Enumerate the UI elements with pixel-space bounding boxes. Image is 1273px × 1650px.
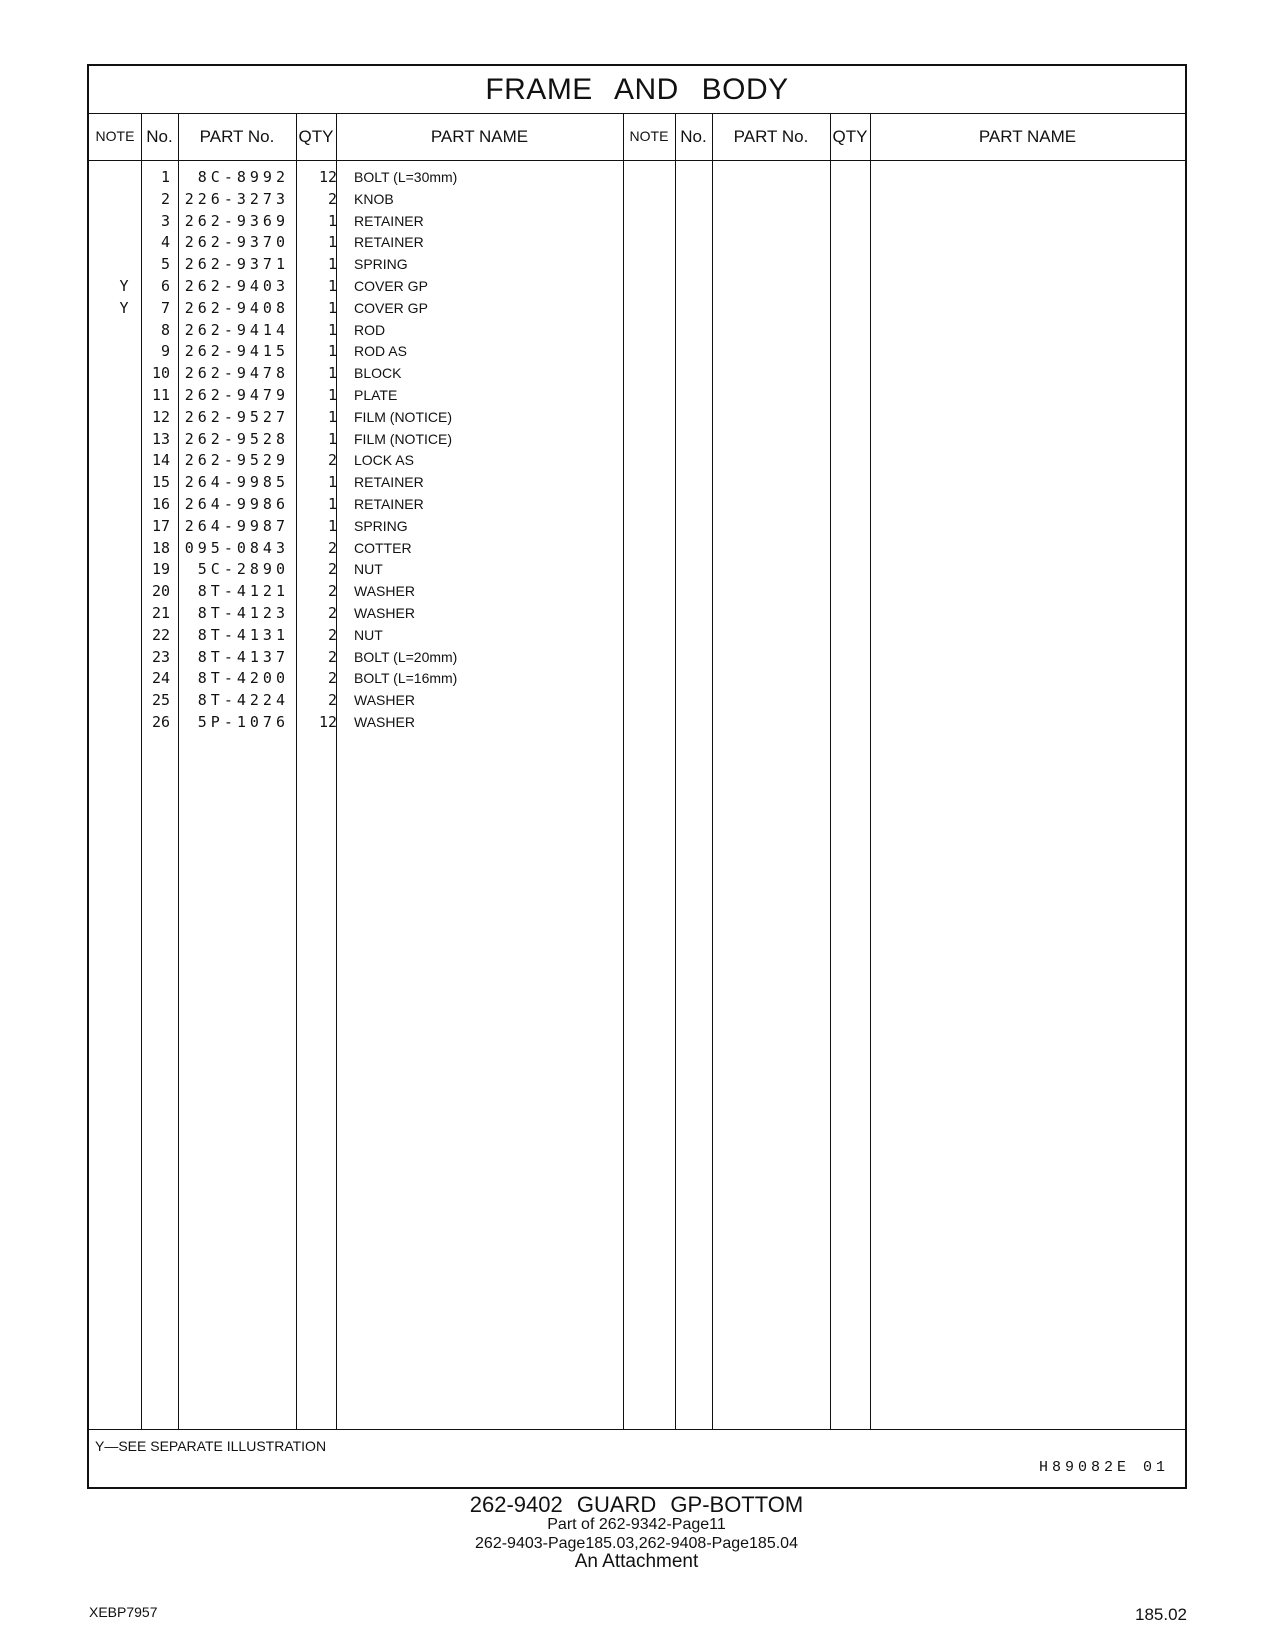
row-quantity: 2 [327, 451, 337, 470]
row-number: 10 [151, 364, 170, 383]
row-part-number: 262-9529 [184, 451, 289, 470]
table-row [89, 537, 649, 560]
row-part-name: COVER GP [354, 278, 428, 294]
row-quantity: 2 [327, 625, 337, 644]
table-row [89, 711, 649, 734]
table-row [89, 362, 649, 385]
row-quantity: 1 [327, 495, 337, 513]
header-qty-right: QTY [832, 127, 868, 146]
row-number: 18 [151, 538, 170, 557]
row-number: 1 [160, 168, 170, 186]
row-part-name: SPRING [354, 256, 408, 273]
row-part-number: 095-0843 [184, 538, 289, 557]
parts-table-frame [87, 64, 1187, 1489]
row-part-number: 262-9527 [184, 407, 289, 426]
row-part-number: 264-9986 [184, 495, 289, 513]
table-row [89, 406, 649, 429]
table-row [89, 558, 649, 581]
header-note-left: NOTE [95, 128, 135, 144]
row-part-number: 262-9408 [184, 298, 289, 317]
table-header-row [89, 113, 1185, 161]
row-part-number: 262-9369 [184, 211, 289, 230]
row-number: 4 [160, 233, 170, 252]
row-part-number: 262-9479 [184, 386, 289, 404]
row-part-name: SPRING [354, 517, 408, 534]
table-row [89, 515, 649, 538]
row-part-name: WASHER [354, 605, 415, 621]
header-part-no-right: PART No. [733, 127, 809, 146]
row-part-name: KNOB [354, 190, 394, 207]
row-part-name: LOCK AS [354, 452, 414, 469]
row-part-number: 8T-4131 [197, 625, 289, 644]
row-number: 26 [151, 713, 170, 731]
table-row [89, 580, 649, 603]
row-number: 16 [151, 495, 170, 513]
row-part-name: BOLT (L=30mm) [354, 169, 458, 185]
table-row [89, 340, 649, 363]
table-row [89, 624, 649, 647]
row-quantity: 1 [327, 233, 337, 252]
row-part-number: 262-9403 [184, 277, 289, 295]
row-quantity: 1 [327, 255, 337, 274]
header-part-name-left: PART NAME [430, 127, 529, 146]
table-row [89, 319, 649, 342]
row-quantity: 2 [327, 582, 337, 601]
row-quantity: 2 [327, 189, 337, 208]
header-no-left: No. [146, 127, 173, 146]
row-quantity: 2 [327, 691, 337, 710]
row-part-number: 8T-4200 [197, 669, 289, 688]
table-row [89, 231, 649, 254]
row-quantity: 1 [327, 473, 337, 492]
row-part-number: 262-9414 [184, 320, 289, 339]
row-quantity: 1 [327, 429, 337, 448]
row-part-name: BOLT (L=16mm) [354, 670, 458, 687]
row-number: 13 [151, 429, 170, 448]
row-number: 3 [160, 211, 170, 230]
table-row [89, 646, 649, 669]
row-quantity: 1 [327, 516, 337, 535]
row-quantity: 2 [327, 560, 337, 579]
row-quantity: 12 [318, 168, 337, 186]
reference-code: H89082E 01 [1038, 1459, 1169, 1476]
row-part-number: 8T-4121 [197, 582, 289, 601]
row-part-name: NUT [354, 561, 383, 578]
table-row [89, 428, 649, 451]
row-part-name: ROD AS [354, 343, 407, 360]
column-divider [675, 113, 676, 1430]
row-note: Y [119, 298, 129, 317]
row-number: 11 [151, 386, 170, 404]
document-id: XEBP7957 [89, 1604, 158, 1620]
row-number: 20 [151, 582, 170, 601]
header-no-right: No. [680, 127, 707, 146]
row-number: 12 [151, 407, 170, 426]
row-number: 23 [151, 647, 170, 666]
row-quantity: 1 [327, 277, 337, 295]
caption-part-of: Part of 262-9342-Page11 [547, 1516, 726, 1533]
row-number: 14 [151, 451, 170, 470]
row-part-number: 8T-4137 [197, 647, 289, 666]
header-qty-left: QTY [298, 127, 334, 146]
row-part-name: RETAINER [354, 234, 424, 251]
row-quantity: 1 [327, 407, 337, 426]
row-quantity: 12 [318, 713, 337, 731]
row-part-number: 264-9985 [184, 473, 289, 492]
table-row [89, 602, 649, 625]
row-quantity: 2 [327, 669, 337, 688]
row-part-name: RETAINER [354, 474, 424, 491]
header-part-name-right: PART NAME [978, 127, 1077, 146]
row-part-number: 5C-2890 [197, 560, 289, 579]
row-part-number: 264-9987 [184, 516, 289, 535]
row-part-number: 262-9415 [184, 342, 289, 361]
row-number: 17 [151, 516, 170, 535]
row-part-number: 226-3273 [184, 189, 289, 208]
table-row [89, 275, 649, 298]
row-part-number: 262-9370 [184, 233, 289, 252]
row-quantity: 1 [327, 211, 337, 230]
row-part-name: FILM (NOTICE) [354, 430, 452, 447]
caption-pages: 262-9403-Page185.03,262-9408-Page185.04 [475, 1535, 798, 1552]
table-row [89, 210, 649, 233]
row-quantity: 1 [327, 386, 337, 404]
row-part-number: 8T-4123 [197, 604, 289, 622]
table-row [89, 297, 649, 320]
row-part-name: NUT [354, 626, 383, 643]
table-row [89, 188, 649, 211]
row-number: 25 [151, 691, 170, 710]
header-part-no-left: PART No. [199, 127, 275, 146]
row-number: 22 [151, 625, 170, 644]
row-part-name: PLATE [354, 387, 398, 403]
column-divider [830, 113, 831, 1430]
row-part-number: 262-9528 [184, 429, 289, 448]
column-divider [870, 113, 871, 1430]
table-row [89, 384, 649, 407]
table-bottom-rule [89, 1429, 1185, 1430]
row-quantity: 1 [327, 320, 337, 339]
row-number: 7 [160, 298, 170, 317]
row-number: 8 [160, 320, 170, 339]
column-divider [712, 113, 713, 1430]
row-note: Y [119, 277, 129, 295]
row-part-name: COTTER [354, 539, 412, 556]
row-part-name: FILM (NOTICE) [354, 408, 452, 425]
table-row [89, 166, 649, 189]
table-row [89, 493, 649, 516]
row-quantity: 1 [327, 298, 337, 317]
row-quantity: 1 [327, 364, 337, 383]
row-part-number: 8C-8992 [197, 168, 289, 186]
row-quantity: 1 [327, 342, 337, 361]
row-number: 2 [160, 189, 170, 208]
row-number: 19 [151, 560, 170, 579]
table-row [89, 253, 649, 276]
row-number: 24 [151, 669, 170, 688]
row-part-name: BOLT (L=20mm) [354, 648, 458, 665]
row-part-number: 5P-1076 [197, 713, 289, 731]
table-title: FRAME AND BODY [89, 66, 1185, 114]
row-part-name: BLOCK [354, 365, 402, 382]
row-part-name: WASHER [354, 714, 415, 730]
row-part-name: RETAINER [354, 212, 424, 229]
row-number: 6 [160, 277, 170, 295]
row-part-name: WASHER [354, 692, 415, 709]
row-part-name: COVER GP [354, 299, 428, 316]
caption-title: 262-9402 GUARD GP-BOTTOM [469, 1492, 804, 1517]
page-number: 185.02 [1135, 1605, 1187, 1624]
row-part-number: 262-9478 [184, 364, 289, 383]
row-part-name: RETAINER [354, 496, 424, 512]
table-row [89, 449, 649, 472]
header-note-right: NOTE [629, 128, 669, 144]
row-part-name: ROD [354, 321, 386, 338]
row-part-number: 262-9371 [184, 255, 289, 274]
row-number: 21 [151, 604, 170, 622]
table-row [89, 667, 649, 690]
row-number: 15 [151, 473, 170, 492]
table-row [89, 689, 649, 712]
row-part-name: WASHER [354, 583, 415, 600]
row-part-number: 8T-4224 [197, 691, 289, 710]
row-quantity: 2 [327, 538, 337, 557]
row-number: 9 [160, 342, 170, 361]
row-number: 5 [160, 255, 170, 274]
row-quantity: 2 [327, 647, 337, 666]
footnote: Y—SEE SEPARATE ILLUSTRATION [95, 1438, 327, 1454]
table-row [89, 471, 649, 494]
row-quantity: 2 [327, 604, 337, 622]
caption-attachment: An Attachment [574, 1551, 699, 1572]
